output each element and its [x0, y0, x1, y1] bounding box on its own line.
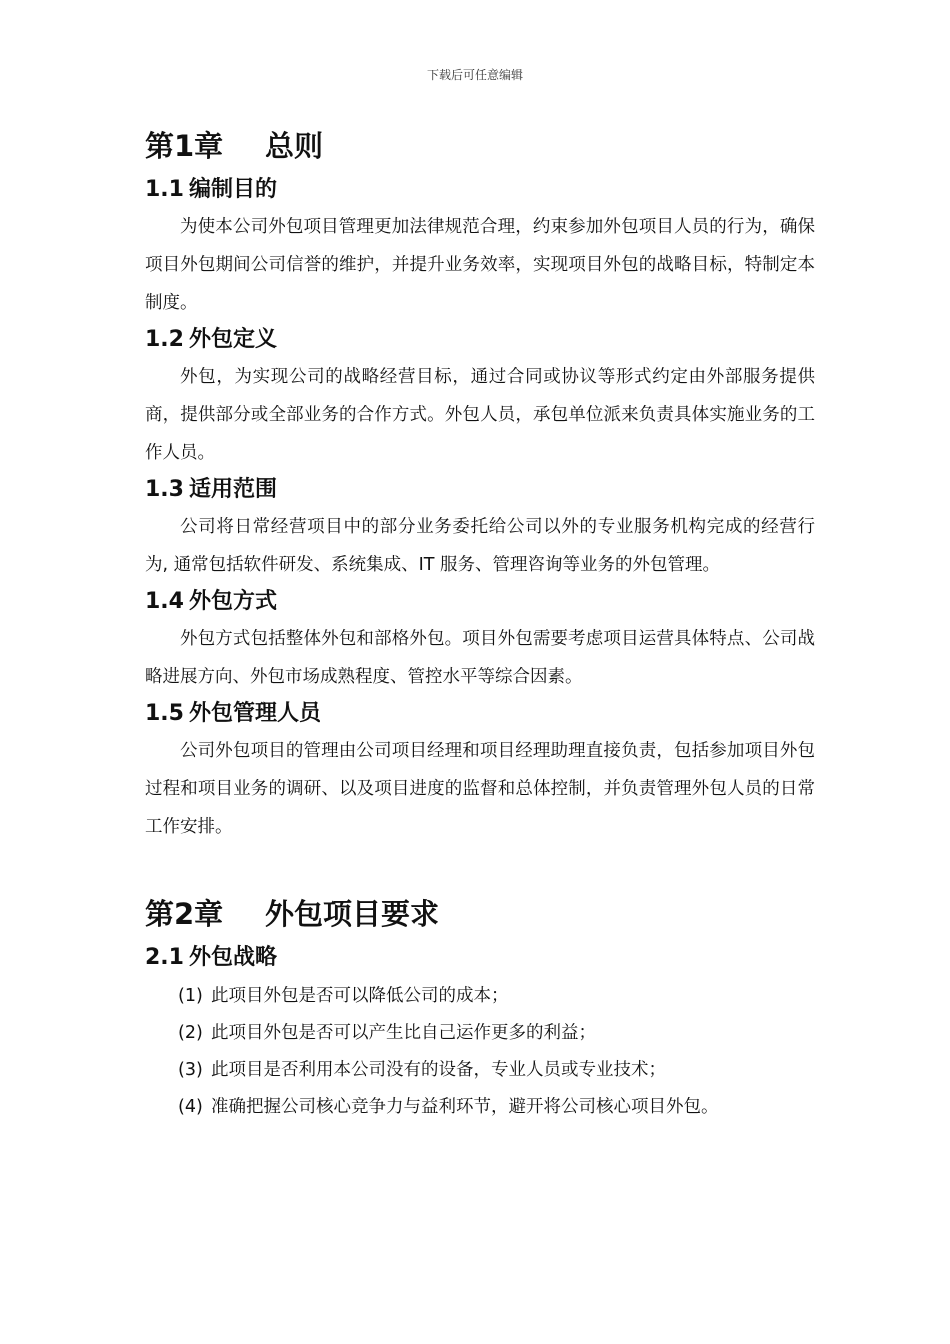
list-item-text: 准确把握公司核心竞争力与益利环节，避开将公司核心项目外包。 — [211, 1097, 719, 1117]
section-1-3-paragraph: 公司将日常经营项目中的部分业务委托给公司以外的专业服务机构完成的经营行为, 通常包括软件研发、系统集成、IT 服务、管理咨询等业务的外包管理。 — [145, 517, 815, 575]
list-marker: (1) — [178, 986, 203, 1006]
section-1-5-paragraph: 公司外包项目的管理由公司项目经理和项目经理助理直接负责，包括参加项目外包过程和项目业务的调研、以及项目进度的监督和总体控制，并负责管理外包人员的日常工作安排。 — [145, 741, 815, 837]
list-item-text: 此项目外包是否可以降低公司的成本； — [211, 986, 509, 1006]
section-2-1-heading — [145, 940, 815, 976]
section-number: 1.3 — [145, 477, 184, 502]
section-title: 外包管理人员 — [189, 701, 322, 726]
section-1-2-paragraph: 外包，为实现公司的战略经营目标，通过合同或协议等形式约定由外部服务提供商，提供部分或全部业务的合作方式。外包人员，承包单位派来负责具体实施业务的工作人员。 — [145, 367, 815, 463]
section-1-2-heading — [145, 322, 815, 358]
chapter-number: 第1章 — [145, 129, 224, 163]
section-title: 外包战略 — [189, 945, 278, 970]
section-1-1-heading — [145, 172, 815, 208]
list-item — [145, 1089, 815, 1126]
page-header: 下载后可任意编辑 — [426, 68, 523, 82]
section-number: 1.1 — [145, 177, 184, 202]
section-1-4-paragraph: 外包方式包括整体外包和部格外包。项目外包需要考虑项目运营具体特点、公司战略进展方向、外包市场成熟程度、管控水平等综合因素。 — [145, 629, 815, 687]
chapter-title: 外包项目要求 — [265, 897, 440, 931]
section-1-5-heading — [145, 696, 815, 732]
chapter-number: 第2章 — [145, 897, 224, 931]
section-1-3-heading — [145, 472, 815, 508]
document-body — [145, 124, 815, 1126]
list-item — [145, 1015, 815, 1052]
section-title: 外包定义 — [189, 327, 278, 352]
section-number: 2.1 — [145, 945, 184, 970]
chapter-title: 总则 — [265, 129, 324, 163]
list-item-text: 此项目外包是否可以产生比自己运作更多的利益； — [211, 1023, 596, 1043]
section-title: 外包方式 — [189, 589, 278, 614]
section-number: 1.4 — [145, 589, 184, 614]
list-item — [145, 1052, 815, 1089]
section-number: 1.2 — [145, 327, 184, 352]
list-item — [145, 978, 815, 1015]
section-1-4-heading — [145, 584, 815, 620]
section-1-1-paragraph: 为使本公司外包项目管理更加法律规范合理，约束参加外包项目人员的行为，确保项目外包期间公司信誉的维护，并提升业务效率，实现项目外包的战略目标，特制定本制度。 — [145, 217, 815, 313]
chapter-1-heading — [145, 124, 815, 168]
list-marker: (2) — [178, 1023, 203, 1043]
list-marker: (3) — [178, 1060, 203, 1080]
section-number: 1.5 — [145, 701, 184, 726]
strategy-list — [145, 978, 815, 1126]
chapter-2-heading — [145, 892, 815, 936]
list-marker: (4) — [178, 1097, 203, 1117]
section-title: 编制目的 — [189, 177, 278, 202]
list-item-text: 此项目是否利用本公司没有的设备，专业人员或专业技术； — [211, 1060, 666, 1080]
section-title: 适用范围 — [189, 477, 278, 502]
